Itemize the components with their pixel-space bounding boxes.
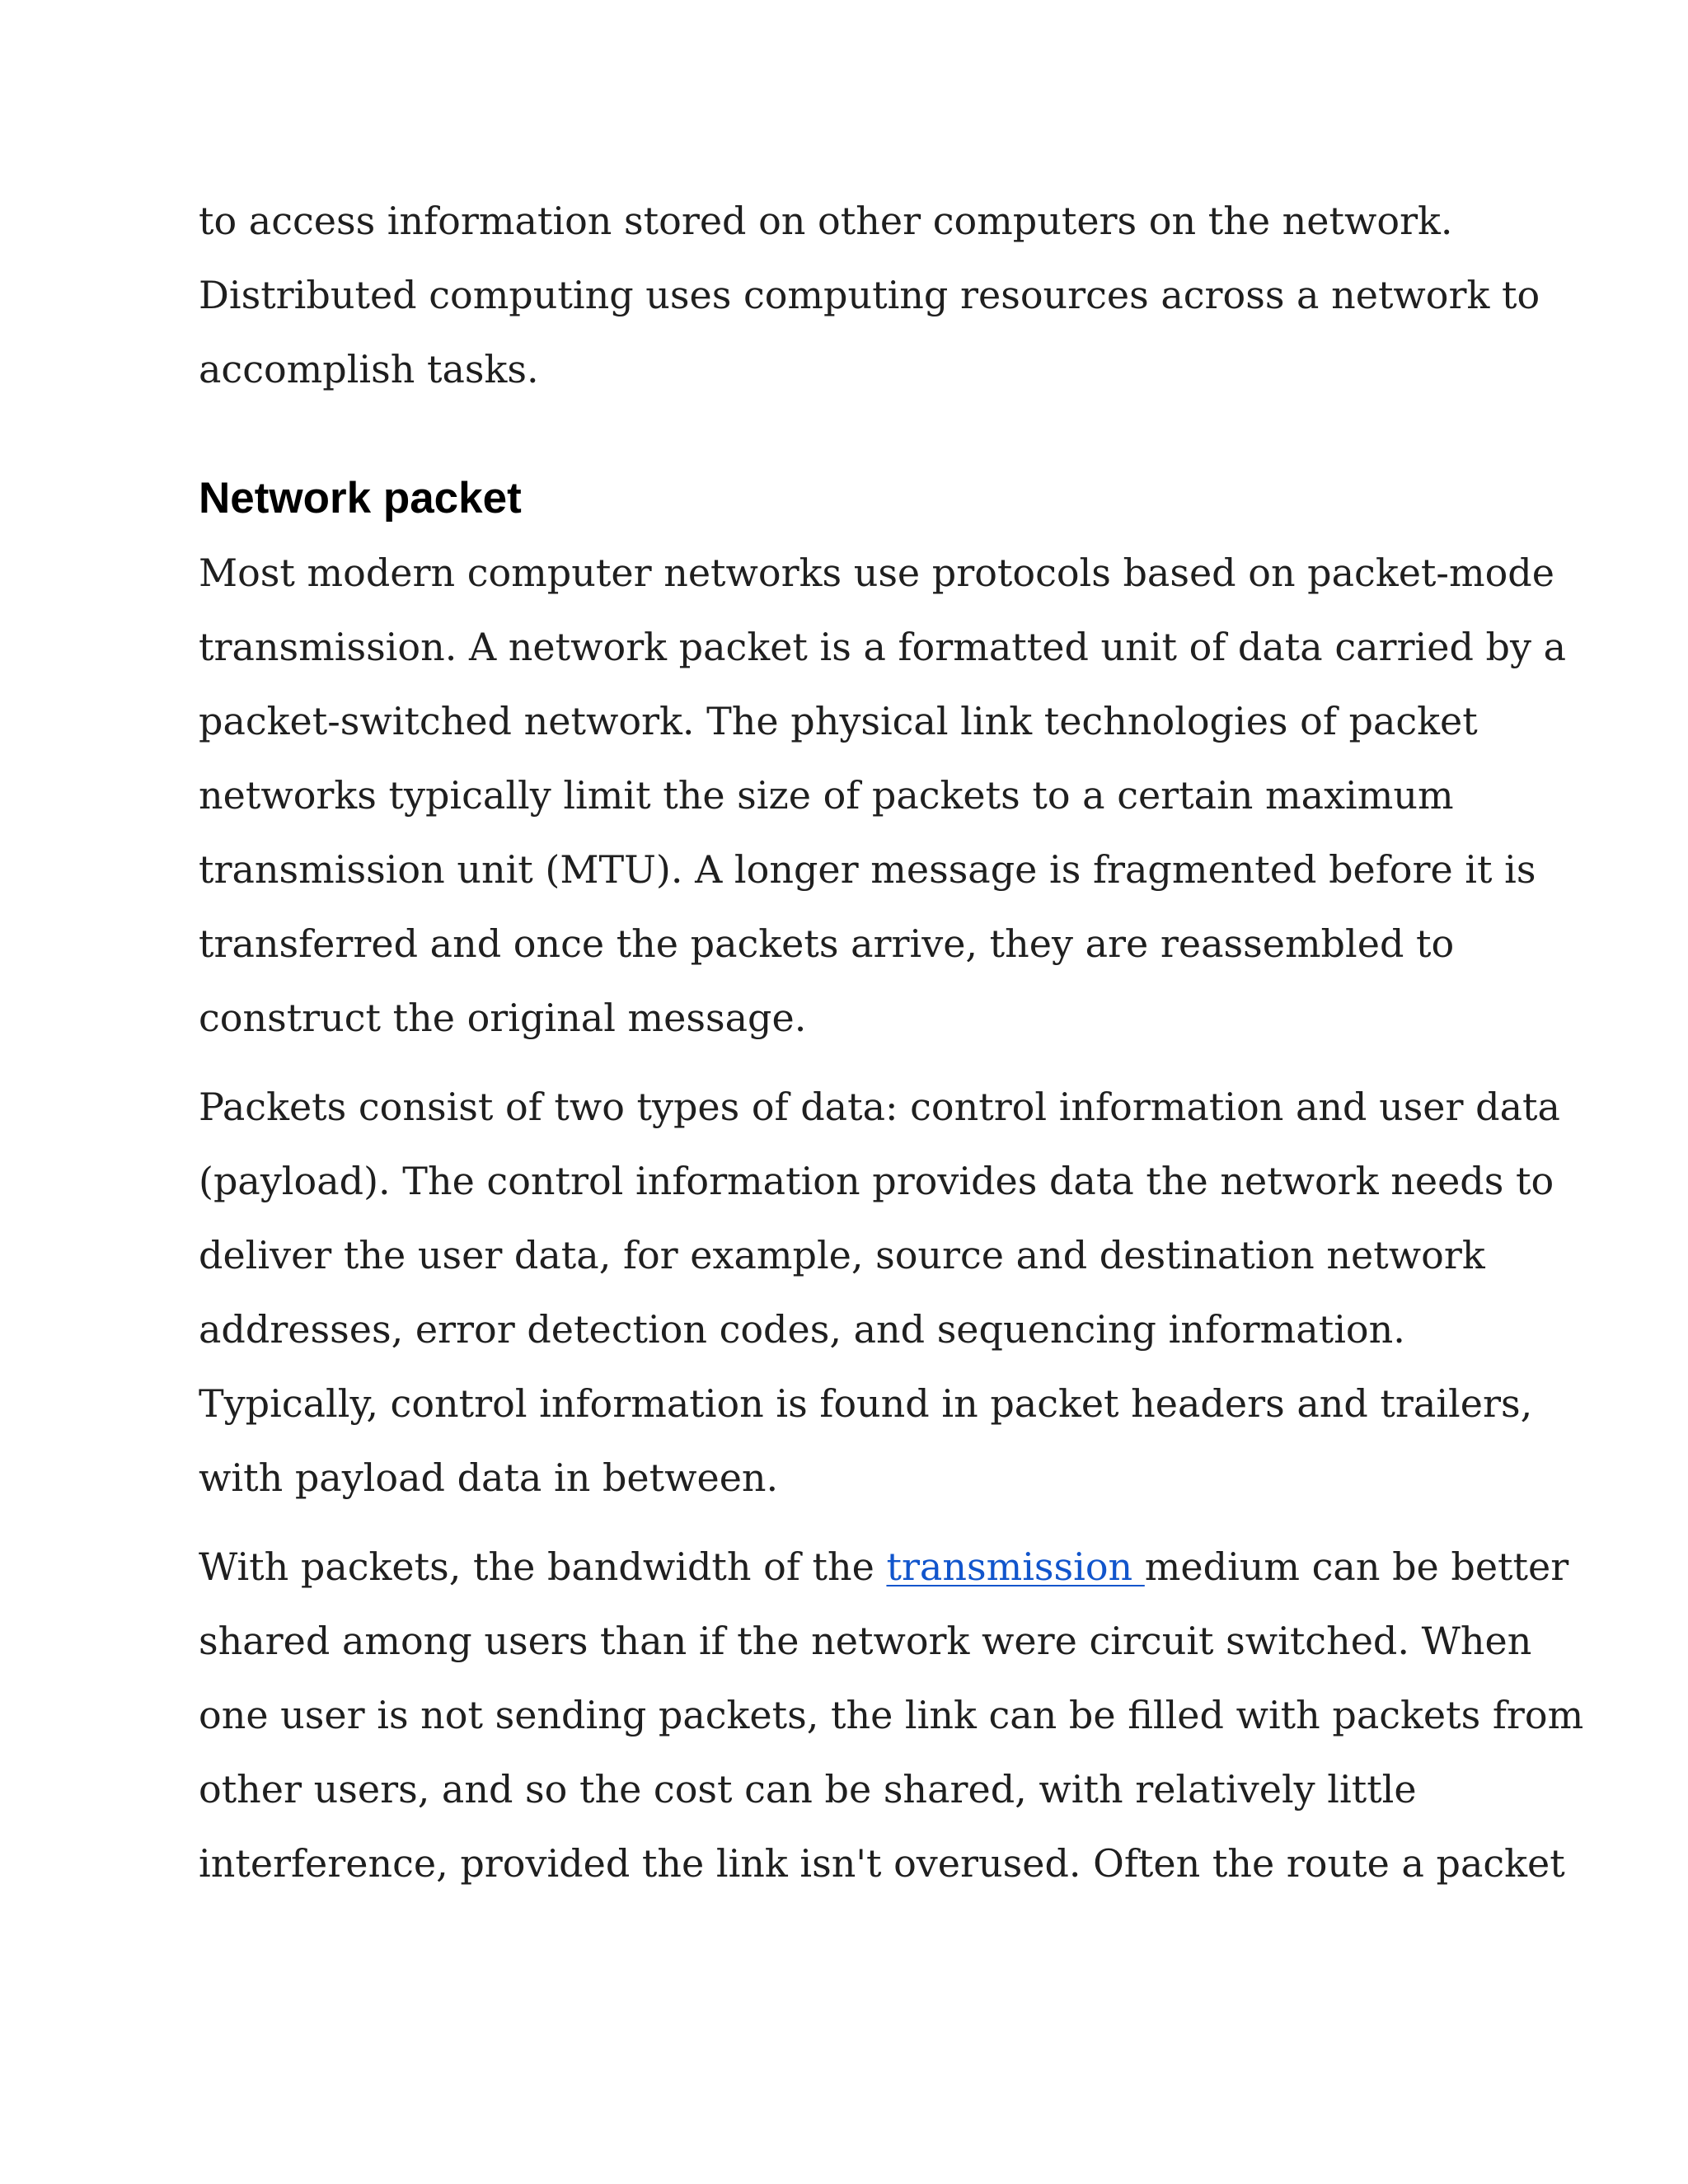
text-line: shared among users than if the network were circuit switched. When <box>199 1619 1532 1663</box>
text-line <box>199 1530 1569 1604</box>
text-line: transferred and once the packets arrive, they are reassembled to <box>199 921 1455 966</box>
text-line: interference, provided the link isn't overused. Often the route a packet <box>199 1841 1565 1886</box>
text-line: deliver the user data, for example, source and destination network <box>199 1233 1485 1277</box>
text-line: construct the original message. <box>199 996 807 1040</box>
text-line: one user is not sending packets, the link can be filled with packets from <box>199 1693 1584 1737</box>
text-line: Typically, control information is found in packet headers and trailers, <box>199 1381 1533 1426</box>
paragraph-packet-data-types <box>199 1070 1560 1515</box>
text-line: with payload data in between. <box>199 1455 779 1500</box>
text-line: Most modern computer networks use protocols based on packet-mode <box>199 551 1554 595</box>
paragraph-packet-mode <box>199 536 1566 1055</box>
text-line: Packets consist of two types of data: control information and user data <box>199 1085 1560 1129</box>
text-line: networks typically limit the size of packets to a certain maximum <box>199 773 1454 818</box>
transmission-link[interactable]: transmission <box>886 1544 1145 1589</box>
text-line: other users, and so the cost can be shared, with relatively little <box>199 1767 1417 1811</box>
intro-paragraph <box>199 184 1540 406</box>
text-line: packet-switched network. The physical link technologies of packet <box>199 699 1478 743</box>
text-fragment: medium can be better <box>1144 1544 1569 1589</box>
text-line: Distributed computing uses computing resources across a network to <box>199 273 1540 317</box>
text-line: to access information stored on other computers on the network. <box>199 199 1453 243</box>
text-fragment: With packets, the bandwidth of the <box>199 1544 887 1589</box>
paragraph-bandwidth <box>199 1530 1584 1900</box>
section-heading: Network packet <box>199 474 522 523</box>
text-line: (payload). The control information provides data the network needs to <box>199 1159 1554 1203</box>
text-line: transmission unit (MTU). A longer message is fragmented before it is <box>199 847 1536 892</box>
text-line: accomplish tasks. <box>199 347 539 391</box>
text-line: transmission. A network packet is a formatted unit of data carried by a <box>199 625 1566 669</box>
text-line: addresses, error detection codes, and sequencing information. <box>199 1307 1405 1352</box>
